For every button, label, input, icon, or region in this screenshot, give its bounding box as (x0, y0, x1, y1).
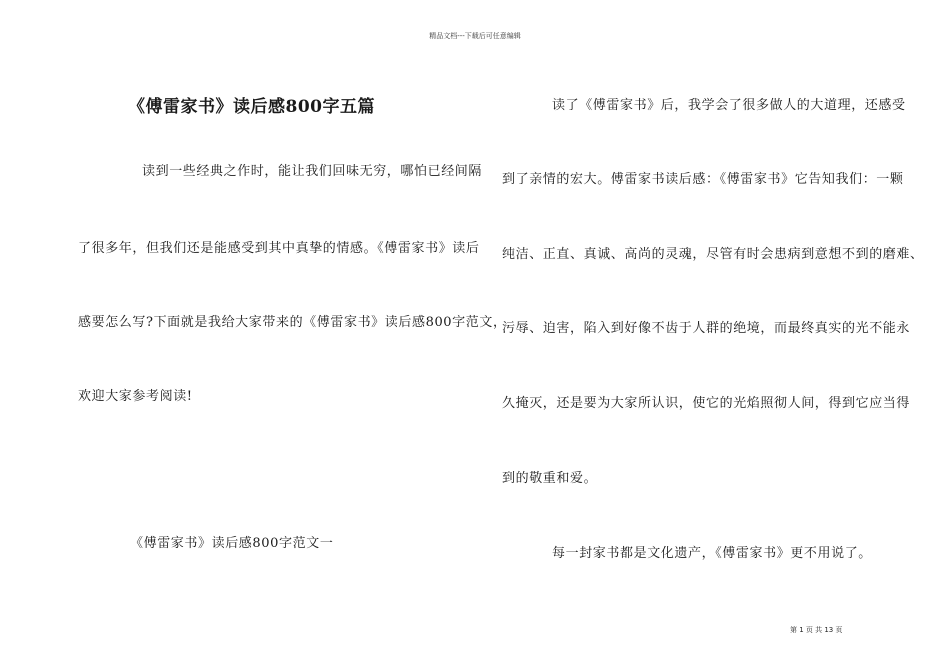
body-line-right-3: 纯洁、正直、真诚、高尚的灵魂，尽管有时会患病到意想不到的磨难、 (502, 247, 924, 262)
page-number: 第 1 页 共 13 页 (790, 626, 843, 634)
body-line-right-2: 到了亲情的宏大。傅雷家书读后感：《傅雷家书》它告知我们：一颗 (502, 172, 904, 187)
body-line-left-2: 了很多年，但我们还是能感受到其中真挚的情感。《傅雷家书》读后 (78, 241, 480, 256)
body-line-right-6: 到的敬重和爱。 (502, 471, 598, 486)
body-line-right-5: 久掩灭，还是要为大家所认识，使它的光焰照彻人间，得到它应当得 (502, 396, 911, 411)
body-line-left-4: 欢迎大家参考阅读! (78, 389, 193, 404)
body-line-right-1: 读了《傅雷家书》后，我学会了很多做人的大道理，还感受 (552, 98, 906, 113)
body-line-left-3: 感要怎么写?下面就是我给大家带来的《傅雷家书》读后感800字范文， (78, 315, 507, 330)
body-line-right-7: 每一封家书都是文化遗产，《傅雷家书》更不用说了。 (552, 546, 872, 561)
body-line-right-4: 污辱、迫害，陷入到好像不齿于人群的绝境，而最终真实的光不能永 (502, 321, 911, 336)
body-line-left-1: 读到一些经典之作时，能让我们回味无穷，哪怕已经间隔 (142, 164, 483, 179)
document-header-note: 精品文档---下载后可任意编辑 (429, 32, 521, 40)
section-subheading: 《傅雷家书》读后感800字范文一 (130, 536, 334, 551)
document-title: 《傅雷家书》读后感800字五篇 (128, 97, 375, 117)
